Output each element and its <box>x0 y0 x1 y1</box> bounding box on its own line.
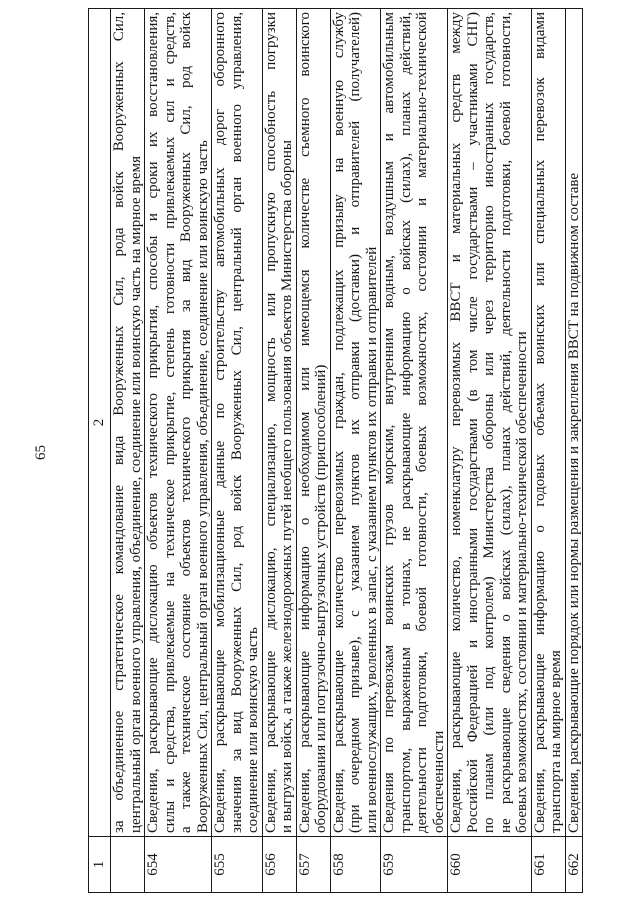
row-number: 657 <box>296 837 330 893</box>
row-number: 656 <box>262 837 296 893</box>
table-row <box>531 9 565 893</box>
row-description <box>212 9 263 837</box>
description-line: силы и средства, привлекаемые на техническое прикрытие, степень готовности привлекаемых сил и средств, <box>161 12 178 833</box>
row-description <box>531 9 565 837</box>
description-line: соединение или воинскую часть <box>245 627 261 833</box>
row-number: 654 <box>145 837 212 893</box>
page-number: 65 <box>33 445 49 460</box>
description-line: центральный орган военного управления, объединение, соединение или воинскую часть на мирное время <box>127 156 144 833</box>
table-row <box>111 9 145 893</box>
row-number: 661 <box>531 837 565 893</box>
description-line: боевых возможностях, состоянии и материально-технической обеспеченности <box>514 331 530 833</box>
description-line: обеспеченности <box>430 730 447 833</box>
row-number: 655 <box>212 837 263 893</box>
table-row <box>262 9 296 893</box>
table-row <box>565 9 583 893</box>
description-line: значения за вид Вооруженных Сил, род войск Вооруженных Сил, центральный орган военного управления, <box>228 12 245 833</box>
table-row <box>296 9 330 893</box>
row-description <box>296 9 330 837</box>
table-row <box>381 9 448 893</box>
description-line: Сведения, раскрывающие информацию о годовых объемах воинских или специальных перевозок видами <box>531 12 548 833</box>
row-description <box>145 9 212 837</box>
description-line: Сведения, раскрывающие дислокацию объектов технического прикрытия, способы и сроки их восстановления, <box>145 12 161 833</box>
row-number: 658 <box>330 837 381 893</box>
document-table <box>88 8 583 893</box>
row-number: 662 <box>565 837 583 893</box>
description-line: по планам (или под контролем) Министерства обороны или через территорию иностранных государств, <box>481 12 497 833</box>
description-line: (при очередном призыве), с указанием пунктов их отправки (доставки) и отправителей (получателей) <box>347 12 363 833</box>
description-line: и выгрузки войск, а также железнодорожных путей необщего пользования объектов Министерства обороны <box>279 140 295 833</box>
row-description <box>565 9 583 837</box>
table-row <box>330 9 381 893</box>
description-line: Сведения, раскрывающие дислокацию, специализацию, мощность или пропускную способность погрузки <box>262 12 279 833</box>
row-number <box>111 837 145 893</box>
description-line: не раскрывающие сведения о войсках (силах), планах действий, деятельности подготовки, боевой готовности, <box>497 12 514 833</box>
description-line: Сведения, раскрывающие порядок или нормы размещения и закрепления ВВСТ на подвижном составе <box>565 172 582 833</box>
table-row <box>212 9 263 893</box>
row-description <box>330 9 381 837</box>
table-body <box>89 9 583 893</box>
description-line: деятельности подготовки, боевой готовности, боевых возможностях, состоянии и материально-технической <box>414 12 430 833</box>
row-number: 659 <box>381 837 448 893</box>
description-line: Российской Федерацией и иностранными государствами (в том числе государствами – участниками СНГ) <box>464 12 481 833</box>
table-row <box>145 9 212 893</box>
description-line: Сведения, раскрывающие количество перевозимых граждан, подлежащих призыву на военную службу <box>330 12 347 833</box>
description-line: Сведения, раскрывающие мобилизационные данные по строительству автомобильных дорог оборонного <box>212 12 228 833</box>
table-header-row <box>89 9 111 893</box>
description-line: а также техническое состояние объектов технического прикрытия за вид Вооруженных Сил, род войск <box>178 12 194 833</box>
description-line: Сведения по перевозкам воинских грузов морским, внутренним водным, воздушным и автомобильным <box>381 12 397 833</box>
description-line: или военнослужащих, уволенных в запас, с указанием пунктов их отправки и отправителей <box>363 246 380 833</box>
description-line: оборудования или погрузочно-выгрузочных устройств (приспособлений) <box>313 364 329 833</box>
header-column-number: 1 <box>89 837 111 893</box>
row-description <box>111 9 145 837</box>
description-line: транспортом, выраженным в тоннах, не раскрывающие информацию о войсках (силах), планах действий, <box>397 12 414 833</box>
description-line: Сведения, раскрывающие количество, номенклатуру перевозимых ВВСТ и материальных средств между <box>448 12 464 833</box>
row-description <box>262 9 296 837</box>
row-description <box>381 9 448 837</box>
table-row <box>448 9 532 893</box>
row-number: 660 <box>448 837 532 893</box>
row-description <box>448 9 532 837</box>
header-column-description: 2 <box>89 9 111 837</box>
description-line: Сведения, раскрывающие информацию о необходимом или имеющемся количестве съемного воинского <box>296 12 313 833</box>
description-line: за объединенное стратегическое командование вида Вооруженных Сил, рода войск Вооруженных Сил, <box>111 12 127 833</box>
description-line: Вооруженных Сил, центральный орган военного управления, объединение, соединение или воинскую часть <box>194 140 211 833</box>
description-line: транспорта на мирное время <box>548 650 564 833</box>
